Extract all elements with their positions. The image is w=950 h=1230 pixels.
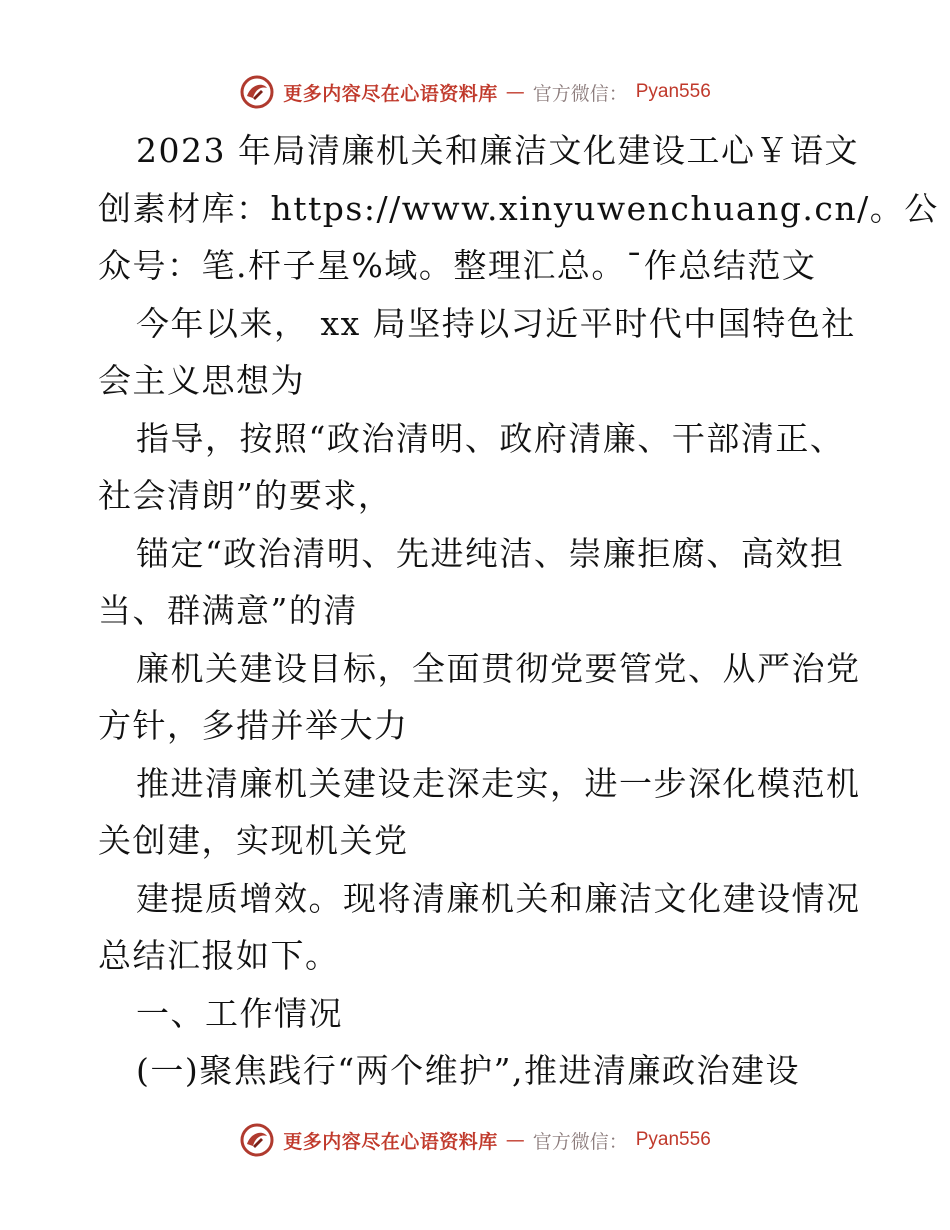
paragraph-line: 廉机关建设目标，全面贯彻党要管党、从严治党 bbox=[136, 648, 861, 688]
section-heading: 一、工作情况 bbox=[136, 993, 343, 1033]
paragraph-line: 指导，按照“政治清明、政府清廉、干部清正、 bbox=[136, 418, 845, 458]
paragraph-line: 方针，多措并举大力 bbox=[98, 706, 409, 745]
footer-watermark-banner bbox=[0, 1120, 950, 1160]
banner-dash: — bbox=[505, 81, 525, 103]
doc-title-line-3: 众号：笔.杆子星%域。整理汇总。¯作总结范文 bbox=[98, 246, 817, 285]
banner-brand-text: 更多内容尽在心语资料库 bbox=[283, 1130, 498, 1153]
paragraph-line: 锚定“政治清明、先进纯洁、崇廉拒腐、高效担 bbox=[136, 533, 845, 573]
paragraph-line: 会主义思想为 bbox=[98, 361, 305, 400]
paragraph-line: 关创建，实现机关党 bbox=[98, 821, 409, 860]
document-body bbox=[98, 122, 939, 1100]
paragraph-line: 总结汇报如下。 bbox=[98, 936, 340, 975]
paragraph-line: 建提质增效。现将清廉机关和廉洁文化建设情况 bbox=[136, 878, 861, 918]
doc-title-line-2: 创素材库：https://www.xinyuwenchuang.cn/。公 bbox=[98, 188, 939, 228]
banner-wechat-id: Pyan556 bbox=[635, 81, 711, 102]
doc-title-line-1: 2023 年局清廉机关和廉洁文化建设工心￥语文 bbox=[136, 131, 859, 170]
paragraph-line: 推进清廉机关建设走深走实，进一步深化模范机 bbox=[136, 763, 861, 803]
paragraph-line: 当、群满意”的清 bbox=[98, 591, 358, 630]
banner-wechat-id: Pyan556 bbox=[635, 1129, 711, 1150]
brand-swirl-icon bbox=[239, 1122, 275, 1158]
header-watermark-banner bbox=[0, 72, 950, 112]
banner-official-label: 官方微信： bbox=[532, 82, 628, 105]
banner-official-label: 官方微信： bbox=[532, 1130, 628, 1153]
banner-brand-text: 更多内容尽在心语资料库 bbox=[283, 82, 498, 105]
brand-swirl-icon bbox=[239, 74, 275, 110]
subsection-heading: (一)聚焦践行“两个维护”,推进清廉政治建设 bbox=[136, 1051, 800, 1090]
banner-dash: — bbox=[505, 1129, 525, 1151]
paragraph-line: 社会清朗”的要求， bbox=[98, 476, 393, 515]
paragraph-line: 今年以来， xx 局坚持以习近平时代中国特色社 bbox=[136, 303, 856, 343]
